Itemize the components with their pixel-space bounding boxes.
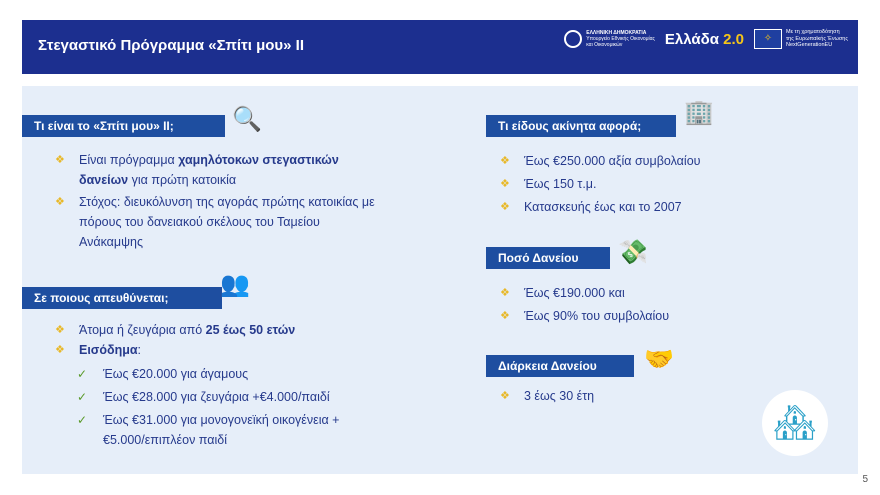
check-icon: ✓ [77,413,88,427]
what-list [55,150,385,252]
seal-icon [564,30,582,48]
text: Έως €28.000 για ζευγάρια +€4.000/παιδί [103,390,330,404]
check-icon: ✓ [77,367,88,381]
gov-logo [564,30,655,48]
list-item [500,150,830,173]
houses-icon: 🏘 [762,390,828,456]
bullet-icon: ❖ [500,178,510,190]
ministry-name: Υπουργείο Εθνικής Οικονομίας [586,36,655,42]
list-item [55,320,395,340]
list-item [55,340,395,360]
list-item [500,282,830,305]
text: Είναι πρόγραμμα [79,153,179,167]
section-duration-label: Διάρκεια Δανείου [486,355,634,377]
bullet-icon: ❖ [55,154,65,166]
text: Έως €250.000 αξία συμβολαίου [524,154,701,168]
page-title: Στεγαστικό Πρόγραμμα «Σπίτι μου» ΙΙ [38,37,304,54]
greece-logo-text: Ελλάδα [664,30,719,48]
bullet-icon: ❖ [55,344,65,356]
sub-item [55,364,395,384]
text: Στόχος: διευκόλυνση της αγοράς πρώτης κατοικίας με πόρους του δανειακού σκέλους του Ταμείου Ανάκαμψης [79,195,375,249]
gov-name: ΕΛΛΗΝΙΚΗ ΔΗΜΟΚΡΑΤΙΑ [586,30,647,36]
bullet-icon: ❖ [500,201,510,213]
text: Έως 90% του συμβολαίου [524,309,670,323]
section-property-label: Τι είδους ακίνητα αφορά; [486,115,676,137]
section-amount-label: Ποσό Δανείου [486,247,610,269]
text-bold: χαμηλότοκων στεγαστικών δανείων [79,153,339,187]
document-search-icon: 🔍 [232,106,262,133]
page-number: 5 [862,474,868,485]
property-list [500,150,830,219]
bullet-icon: ❖ [500,390,510,402]
text: Έως 150 τ.μ. [524,177,597,191]
section-who-label: Σε ποιους απευθύνεται; [22,287,222,309]
list-item [55,150,385,190]
bullet-icon: ❖ [500,287,510,299]
text-bold: 25 έως 50 ετών [205,323,296,337]
bullet-icon: ❖ [500,310,510,322]
greece-2-logo [665,31,744,48]
money-icon: 💸 [618,239,648,266]
text: Έως €190.000 και [524,286,625,300]
sub-item [55,387,395,407]
people-icon: 👥 [220,271,250,298]
list-item [55,192,385,252]
section-what-label: Τι είναι το «Σπίτι μου» ΙΙ; [22,115,225,137]
eu-logo [754,29,848,49]
text: Κατασκευής έως και το 2007 [524,200,682,214]
list-item [500,196,830,219]
logos [564,29,848,49]
header-bar [22,20,858,74]
eu-text-1: Με τη χρηματοδότηση [786,29,840,36]
eu-text-2: της Ευρωπαϊκής Ένωσης [786,35,848,42]
bullet-icon: ❖ [55,324,65,336]
bullet-icon: ❖ [55,196,65,208]
text: Άτομα ή ζευγάρια από [79,323,206,337]
text: 3 έως 30 έτη [524,389,595,403]
sub-item [55,410,355,450]
text: Έως €20.000 για άγαμους [103,367,249,381]
eu-text-3: NextGenerationEU [786,42,833,49]
text: για πρώτη κατοικία [128,173,237,187]
building-icon: 🏢 [684,99,714,126]
ministry-name-2: και Οικονομικών [586,42,623,48]
check-icon: ✓ [77,390,88,404]
amount-list [500,282,830,328]
bullet-icon: ❖ [500,155,510,167]
list-item [500,173,830,196]
who-list [55,320,395,450]
list-item [500,305,830,328]
eu-flag-icon: ✧ [754,29,782,49]
contract-handshake-icon: 🤝 [644,346,674,373]
greece-logo-version: 2.0 [723,30,744,48]
text: : [137,343,142,357]
text: Έως €31.000 για μονογονεϊκή οικογένεια +€5.000/επιπλέον παιδί [103,413,340,447]
text-bold: Εισόδημα [79,343,138,357]
